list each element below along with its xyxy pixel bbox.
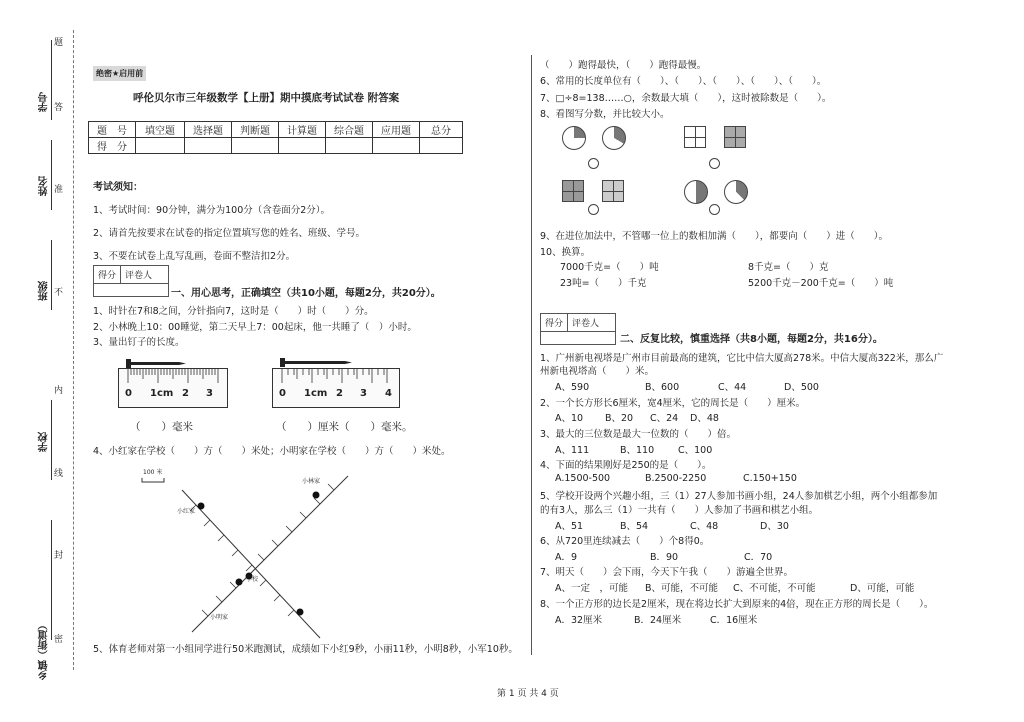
ruler-label: 2 (182, 388, 189, 399)
notice-item: 1、考试时间：90分钟，满分为100分（含卷面分2分）。 (93, 205, 331, 216)
fraction-grid (724, 126, 746, 148)
score-table-cell: 判断题 (232, 122, 279, 138)
score-input-cell[interactable] (136, 138, 185, 154)
score-input-cell[interactable] (279, 138, 326, 154)
question: 的有3人，那么三（1）一共有（ ）人参加了书画和棋艺小组。 (540, 505, 819, 516)
option[interactable]: B、20 (605, 413, 634, 424)
column-divider (531, 55, 532, 655)
binding-label: 准 (54, 185, 64, 195)
notice-heading: 考试须知： (93, 182, 143, 193)
question: 5、学校开设两个兴趣小组，三（1）27人参加书画小组，24人参加棋艺小组，两个小组都参加 (540, 491, 938, 502)
question: 9、在进位加法中，不管哪一位上的数相加满（ ），都要向（ ）进（ ）。 (540, 231, 889, 242)
option[interactable]: A.1500-500 (555, 473, 611, 484)
conversion: 8千克=（ ）克 (748, 262, 829, 273)
score-table-header (89, 122, 463, 138)
binding-label: 不 (54, 288, 64, 298)
score-input-cell[interactable] (326, 138, 373, 154)
option[interactable]: A．9 (555, 552, 578, 563)
fraction-grid (684, 126, 706, 148)
option[interactable]: B．24厘米 (634, 615, 682, 626)
page-footer: 第 1 页 共 4 页 (497, 689, 559, 699)
question: 10、换算。 (540, 247, 591, 258)
nail-icon (280, 355, 352, 369)
fraction-grid (562, 180, 584, 202)
binding-label: 密 (54, 635, 64, 645)
question: 2、小林晚上10：00睡觉，第二天早上7：00起床，他一共睡了（ ）小时。 (93, 322, 417, 333)
question: （ ）跑得最快，（ ）跑得最慢。 (540, 60, 707, 71)
question: 2、一个长方形长6厘米，宽4厘米，它的周长是（ ）厘米。 (540, 398, 806, 409)
binding-label: 答 (54, 103, 64, 113)
notice-item: 3、不要在试卷上乱写乱画，卷面不整洁扣2分。 (93, 251, 296, 262)
map-label: 学校 (246, 576, 259, 583)
score-input-cell[interactable] (373, 138, 420, 154)
question: 6、常用的长度单位有（ ）、（ ）、（ ）、（ ）、（ ）。 (540, 76, 827, 87)
score-input-cell[interactable] (232, 138, 279, 154)
ruler-label: 0 (279, 388, 286, 399)
question: 州新电视塔高（ ）米。 (540, 366, 655, 377)
ruler-label: 2 (336, 388, 343, 399)
score-table-cell: 综合题 (326, 122, 373, 138)
ruler-label: 1cm (304, 388, 328, 399)
cut-line (73, 30, 74, 670)
option[interactable]: D、500 (784, 382, 819, 393)
ruler-label: 1cm (150, 388, 174, 399)
section-heading: 一、用心思考，正确填空（共10小题，每题2分，共20分）。 (171, 288, 441, 299)
question: 5、体育老师对第一小组同学进行50米跑测试，成绩如下小红9秒，小丽11秒，小明8秒，小军10秒。 (93, 644, 518, 655)
option[interactable]: A、一定 ，可能 (555, 583, 628, 594)
question: 4、下面的结果刚好是250的是（ ）。 (540, 460, 712, 471)
compare-circle[interactable] (709, 204, 720, 215)
ruler-answer: （ ）厘米（ ）毫米。 (276, 421, 413, 433)
question: 4、小红家在学校（ ）方（ ）米处；小明家在学校（ ）方（ ）米处。 (93, 446, 451, 457)
question: 7、明天（ ）会下雨，今天下午我（ ）游遍全世界。 (540, 567, 794, 578)
option[interactable]: A．32厘米 (555, 615, 603, 626)
scorer-box (540, 313, 616, 345)
ruler-label: 3 (206, 388, 213, 399)
binding-line (51, 400, 52, 480)
question: 3、量出钉子的长度。 (93, 337, 185, 348)
option[interactable]: D、30 (760, 521, 789, 532)
option[interactable]: D、48 (690, 413, 719, 424)
section-heading: 二、反复比较，慎重选择（共8小题，每题2分，共16分）。 (620, 334, 883, 345)
ruler-ticks (274, 369, 396, 387)
ruler-answer: （ ）毫米 (130, 421, 193, 433)
ruler-label: 4 (385, 388, 392, 399)
scorer-label: 评卷人 (572, 319, 600, 329)
option[interactable]: B．90 (650, 552, 679, 563)
option[interactable]: A、10 (555, 413, 584, 424)
question: 1、广州新电视塔是广州市目前最高的建筑，它比中信大厦高278米。中信大厦高322米，那么广 (540, 353, 944, 364)
binding-label: 内 (54, 386, 64, 396)
score-table (88, 121, 463, 154)
fraction-circle (684, 180, 708, 204)
score-table-cell: 总分 (420, 122, 463, 138)
binding-label: 乡镇（街道） (39, 620, 50, 680)
binding-label: 学校 (39, 432, 50, 452)
score-input-cell[interactable] (185, 138, 232, 154)
scorer-box (93, 265, 169, 297)
binding-line (51, 40, 52, 120)
binding-label: 题 (54, 38, 64, 48)
compare-circle[interactable] (588, 158, 599, 169)
compare-circle[interactable] (709, 158, 720, 169)
score-table-cell: 得 分 (89, 138, 136, 154)
option[interactable]: C、100 (678, 445, 713, 456)
conversion: 7000千克=（ ）吨 (560, 262, 659, 273)
scorer-label: 得分 (94, 266, 121, 283)
question: 6、从720里连续减去（ ）个8得0。 (540, 536, 710, 547)
notice-item: 2、请首先按要求在试卷的指定位置填写您的姓名、班级、学号。 (93, 228, 366, 239)
ruler-label: 0 (125, 388, 132, 399)
score-table-cell: 应用题 (373, 122, 420, 138)
binding-label: 封 (54, 551, 64, 561)
option[interactable]: B、110 (620, 445, 655, 456)
option[interactable]: D、可能，可能 (850, 583, 915, 594)
score-table-row (89, 138, 463, 154)
option[interactable]: C.150+150 (743, 473, 797, 484)
option[interactable]: C、不可能，不可能 (733, 583, 816, 594)
question: 3、最大的三位数是最大一位数的（ ）倍。 (540, 429, 737, 440)
map-label: 小林家 (302, 478, 321, 485)
compare-circle[interactable] (588, 204, 599, 215)
exam-title: 呼伦贝尔市三年级数学【上册】期中摸底考试试卷 附答案 (133, 92, 400, 104)
ruler-ticks (120, 369, 224, 387)
score-table-cell: 计算题 (279, 122, 326, 138)
fraction-circle (602, 126, 626, 150)
fraction-circle (562, 126, 586, 150)
binding-label: 班级 (39, 281, 50, 301)
option[interactable]: C、48 (690, 521, 719, 532)
option[interactable]: B.2500-2250 (645, 473, 707, 484)
option[interactable]: A、51 (555, 521, 584, 532)
score-table-cell: 选择题 (185, 122, 232, 138)
confidential-badge: 绝密★启用前 (93, 66, 146, 81)
option[interactable]: C．16厘米 (710, 615, 758, 626)
option[interactable]: C、44 (718, 382, 747, 393)
direction-map (130, 462, 370, 640)
binding-label: 线 (54, 469, 64, 479)
question: 8、一个正方形的边长是2厘米，现在将边长扩大到原来的4倍，现在正方形的周长是（ ）。 (540, 599, 934, 610)
option[interactable]: C、24 (650, 413, 679, 424)
option[interactable]: B、54 (620, 521, 649, 532)
binding-label: 学号 (39, 92, 50, 112)
ruler-label: 3 (360, 388, 367, 399)
binding-label: 姓名 (39, 176, 50, 196)
question: 1、时针在7和8之间，分针指向7，这时是（ ）时（ ）分。 (93, 306, 374, 317)
score-input-cell[interactable] (420, 138, 463, 154)
scorer-label: 评卷人 (125, 271, 153, 281)
option[interactable]: B、600 (645, 382, 680, 393)
conversion: 5200千克－200千克=（ ）吨 (748, 278, 894, 289)
option[interactable]: A、590 (555, 382, 590, 393)
option[interactable]: B、可能，不可能 (645, 583, 719, 594)
question: 7、□÷8=138……○，余数最大填（ ），这时被除数是（ ）。 (540, 93, 832, 104)
map-scale: 100 米 (143, 469, 163, 476)
map-label: 小明家 (210, 614, 229, 621)
fraction-circle (724, 180, 748, 204)
score-table-cell: 题 号 (89, 122, 136, 138)
option[interactable]: C．70 (744, 552, 773, 563)
score-table-cell: 填空题 (136, 122, 185, 138)
map-label: 小红家 (177, 508, 196, 515)
fraction-grid (602, 180, 624, 202)
option[interactable]: A、111 (555, 445, 590, 456)
binding-line (51, 240, 52, 310)
binding-line (51, 140, 52, 210)
conversion: 23吨=（ ）千克 (560, 278, 647, 289)
scorer-label: 得分 (541, 314, 568, 331)
question: 8、看图写分数，并比较大小。 (540, 109, 670, 120)
